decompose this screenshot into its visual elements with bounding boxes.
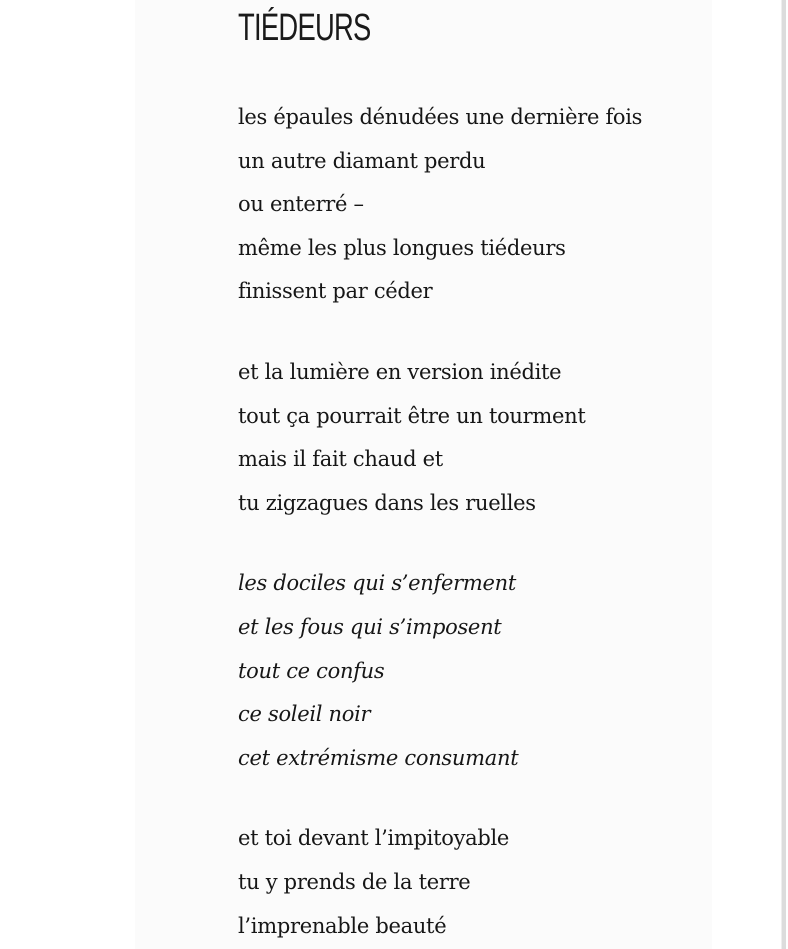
poem-line: mais il fait chaud et [238, 447, 443, 472]
poem-line: tu y prends de la terre [238, 869, 471, 894]
stanza-2 [238, 351, 642, 525]
poem-line: et la lumière en version inédite [238, 359, 562, 384]
poem-line: l’imprenable beauté [238, 913, 447, 938]
stanza-3-italic [238, 562, 642, 780]
poem-line: tout ça pourrait être un tourment [238, 403, 586, 428]
stanza-1 [238, 96, 642, 314]
poem-line: ce soleil noir [238, 702, 371, 727]
poem-line: même les plus longues tiédeurs [238, 235, 566, 260]
poem-line: finissent par céder [238, 279, 433, 304]
poem-line: ou enterré – [238, 192, 364, 217]
poem-line: les épaules dénudées une dernière fois [238, 105, 643, 129]
poem-line: et les fous qui s’imposent [238, 614, 502, 639]
poem-line: les dociles qui s’enferment [238, 571, 516, 596]
stanza-4 [238, 817, 642, 948]
poem-line: cet extrémisme consumant [238, 745, 519, 770]
poem-body [238, 96, 642, 949]
poem-line: un autre diamant perdu [238, 148, 486, 173]
scrollbar-track[interactable] [781, 0, 786, 949]
poem-line: tout ce confus [238, 658, 385, 683]
poem-line: tu zigzagues dans les ruelles [238, 490, 536, 515]
poem-line: et toi devant l’impitoyable [238, 826, 510, 851]
poem-title: TIÉDEURS [238, 7, 371, 49]
